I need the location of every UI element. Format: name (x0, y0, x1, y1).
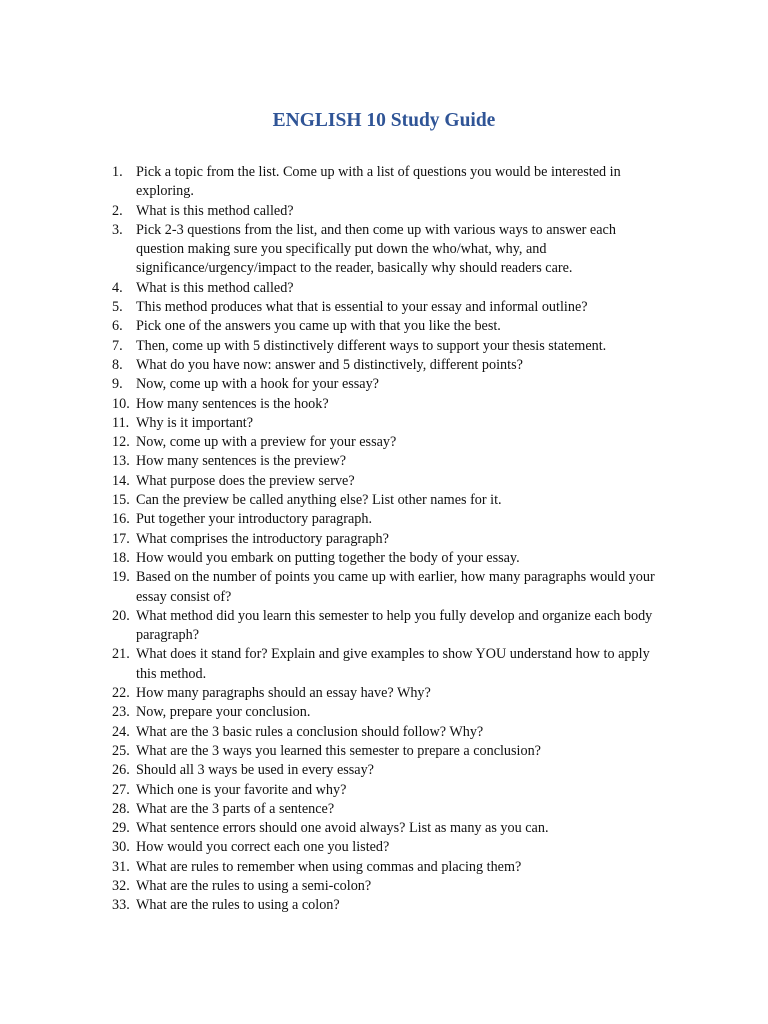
list-item (112, 395, 660, 414)
list-item-text: What are the 3 ways you learned this semester to prepare a conclusion? (136, 742, 541, 759)
list-item-number: 23. (112, 704, 130, 721)
list-item-number: 31. (112, 858, 130, 875)
list-item-number: 8. (112, 356, 123, 373)
list-item (112, 819, 660, 838)
list-item (112, 781, 660, 800)
list-item-text: What is this method called? (136, 202, 294, 219)
list-item-text: Put together your introductory paragraph. (136, 511, 372, 528)
list-item-text: What does it stand for? Explain and give examples to show YOU understand how to apply this method. (136, 646, 650, 682)
list-item (112, 877, 660, 896)
list-item (112, 703, 660, 722)
list-item (112, 163, 660, 202)
list-item-number: 7. (112, 337, 123, 354)
list-item-text: How many paragraphs should an essay have? Why? (136, 685, 431, 702)
document-title: ENGLISH 10 Study Guide (272, 110, 496, 131)
list-item-number: 18. (112, 549, 130, 566)
list-item-text: What do you have now: answer and 5 distinctively, different points? (136, 356, 523, 373)
list-item-text: Can the preview be called anything else? List other names for it. (136, 492, 502, 509)
list-item (112, 742, 660, 761)
list-item-number: 3. (112, 221, 123, 238)
list-item (112, 530, 660, 549)
list-item-number: 2. (112, 202, 123, 219)
list-item-number: 24. (112, 723, 130, 740)
list-item-text: Why is it important? (136, 414, 254, 431)
list-item-number: 14. (112, 472, 130, 489)
list-item-number: 30. (112, 839, 130, 856)
list-item-number: 22. (112, 685, 130, 702)
list-item (112, 549, 660, 568)
list-item-number: 5. (112, 299, 123, 316)
list-item-number: 10. (112, 395, 130, 412)
list-item-text: Now, come up with a preview for your essay? (136, 434, 397, 451)
list-item-text: This method produces what that is essential to your essay and informal outline? (136, 299, 588, 316)
list-item-text: What are the rules to using a semi-colon? (136, 877, 372, 894)
list-item-number: 28. (112, 800, 130, 817)
list-item-number: 27. (112, 781, 130, 798)
list-item-text: What are rules to remember when using commas and placing them? (136, 858, 522, 875)
list-item (112, 896, 660, 915)
list-item (112, 375, 660, 394)
list-item (112, 452, 660, 471)
list-item (112, 414, 660, 433)
list-item (112, 491, 660, 510)
list-item (112, 202, 660, 221)
list-item-number: 15. (112, 492, 130, 509)
list-item-text: What sentence errors should one avoid always? List as many as you can. (136, 820, 549, 837)
list-item-number: 9. (112, 376, 123, 393)
list-item-number: 25. (112, 742, 130, 759)
list-item-text: What are the 3 parts of a sentence? (136, 800, 335, 817)
list-item-text: What method did you learn this semester to help you fully develop and organize each body paragraph? (136, 607, 653, 644)
list-item-text: How would you embark on putting together the body of your essay. (136, 549, 520, 566)
list-item (112, 723, 660, 742)
list-item-text: Pick one of the answers you came up with that you like the best. (136, 318, 501, 335)
list-item-number: 11. (112, 414, 130, 431)
list-item (112, 298, 660, 317)
list-item-number: 16. (112, 511, 130, 528)
list-item (112, 858, 660, 877)
list-item-number: 21. (112, 646, 130, 663)
list-item-text: How many sentences is the hook? (136, 395, 329, 412)
list-item-text: Pick a topic from the list. Come up with a list of questions you would be interested in exploring. (136, 164, 621, 200)
list-item-text: What are the 3 basic rules a conclusion should follow? Why? (136, 723, 484, 740)
list-item-text: What are the rules to using a colon? (136, 897, 340, 914)
list-item (112, 568, 660, 607)
list-item-number: 17. (112, 530, 130, 547)
list-item-number: 1. (112, 164, 123, 180)
list-item (112, 472, 660, 491)
list-item (112, 800, 660, 819)
list-item-text: Then, come up with 5 distinctively different ways to support your thesis statement. (136, 337, 607, 354)
list-item-number: 4. (112, 279, 123, 296)
list-item-text: How many sentences is the preview? (136, 453, 346, 470)
list-item-text: Based on the number of points you came up with earlier, how many paragraphs would your essay consist of? (136, 569, 655, 605)
list-item (112, 761, 660, 780)
list-item (112, 433, 660, 452)
list-item (112, 279, 660, 298)
list-item (112, 337, 660, 356)
list-item-text: Now, prepare your conclusion. (136, 704, 311, 721)
list-item (112, 684, 660, 703)
list-item-text: Pick 2-3 questions from the list, and then come up with various ways to answer each question making sure you specifically put down the who/what, why, and significance/urgency/impact to the reader, basically why should readers care. (136, 221, 616, 277)
list-item-number: 32. (112, 877, 130, 894)
list-item-number: 33. (112, 897, 130, 914)
list-item (112, 510, 660, 529)
list-item (112, 221, 660, 279)
list-item (112, 317, 660, 336)
list-item-number: 20. (112, 607, 130, 624)
list-item-text: Which one is your favorite and why? (136, 781, 347, 798)
list-item-number: 13. (112, 453, 130, 470)
list-item (112, 356, 660, 375)
list-item-number: 26. (112, 762, 130, 779)
list-item (112, 838, 660, 857)
list-item-number: 12. (112, 434, 130, 451)
list-item (112, 607, 660, 646)
list-item-text: What is this method called? (136, 279, 294, 296)
list-item-text: Should all 3 ways be used in every essay? (136, 762, 374, 779)
list-item-text: How would you correct each one you listed? (136, 839, 390, 856)
list-item-text: What comprises the introductory paragraph? (136, 530, 389, 547)
list-item (112, 645, 660, 684)
list-item-text: Now, come up with a hook for your essay? (136, 376, 379, 393)
question-list (112, 163, 660, 916)
list-item-number: 29. (112, 820, 130, 837)
list-item-number: 6. (112, 318, 123, 335)
list-item-number: 19. (112, 569, 130, 586)
list-item-text: What purpose does the preview serve? (136, 472, 355, 489)
